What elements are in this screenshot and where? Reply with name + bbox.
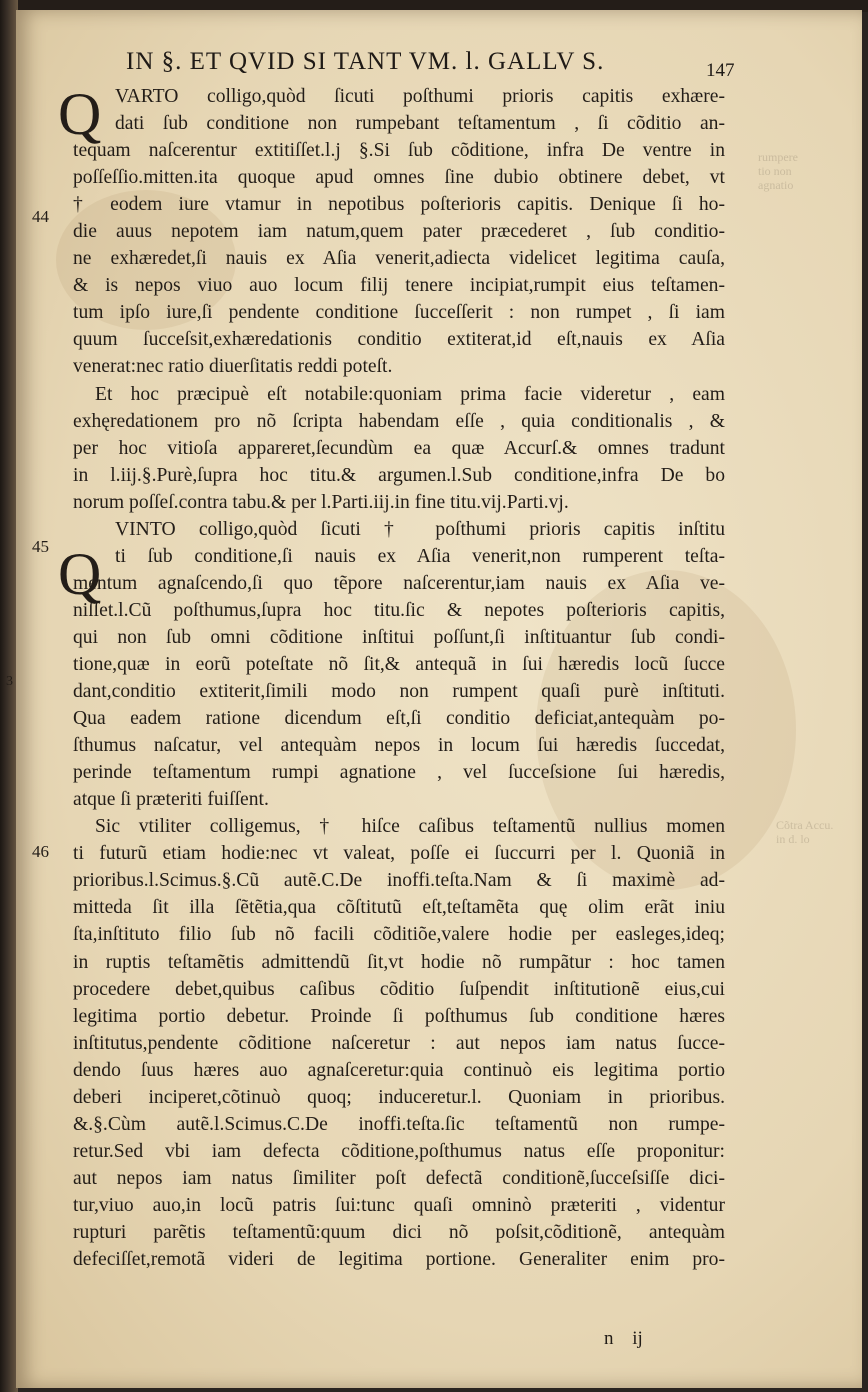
margin-number-44: 44: [32, 207, 49, 226]
text-line: ſthumus naſcatur, vel antequàm nepos in locum ſui hæredis ſuccedat,: [73, 735, 725, 757]
folio-number: 147: [706, 60, 735, 81]
text-line: quum ſucceſsit,exhæredationis conditio extiterat,id eſt,nauis ex Aſia: [73, 329, 725, 351]
text-line: dant,conditio extiterit,ſimili modo non rumpent quaſi purè inſtituti.: [73, 681, 725, 703]
text-line: die auus nepotem iam natum,quem pater præcederet , ſub conditio-: [73, 221, 725, 243]
text-line: rupturi parẽtis teſtamentũ:quum dici nõ poſsit,cõditionẽ, antequàm: [73, 1221, 725, 1243]
text-line: atque ſi præteriti fuiſſent.: [73, 789, 269, 811]
text-line: tur,viuo auo,in locũ patris ſui:tunc quaſi omninò præteriti , videntur: [73, 1194, 725, 1216]
text-line: ti ſub conditione,ſi nauis ex Aſia venerit,non rumperent teſta-: [115, 545, 725, 567]
margin-number-46: 46: [32, 842, 49, 861]
text-line: &.§.Cùm autẽ.l.Scimus.C.De inoffi.teſta.ſic teſtamentũ non rumpe-: [73, 1113, 725, 1135]
text-line: qui non ſub omni cõditione inſtitui poſſunt,ſi inſtituantur ſub condi-: [73, 626, 725, 648]
margin-number-45: 45: [32, 537, 49, 556]
text-line: norum poſſeſ.contra tabu.& per l.Parti.iij.in fine titu.vij.Parti.vj.: [73, 491, 569, 513]
drop-cap-q: Q: [58, 81, 102, 147]
text-line: † eodem iure vtamur in nepotibus poſterioris capitis. Denique ſi ho-: [73, 194, 725, 216]
text-line: Sic vtiliter colligemus, † hiſce caſibus teſtamentũ nullius momen: [95, 816, 725, 838]
margin-mark: 3: [6, 674, 13, 689]
drop-cap-q: Q: [58, 541, 102, 607]
text-line: exhęredationem pro nõ ſcripta habendam eſſe , quia conditionalis , &: [73, 410, 725, 432]
text-line: poſſeſſio.mitten.ita quoque apud omnes ſine dubio obtinere debet, vt: [73, 167, 725, 189]
text-line: tequam naſcerentur extitiſſet.l.j §.Si ſub cõditione, infra De ventre in: [73, 140, 725, 162]
text-line: inſtitutus,pendente cõditione naſceretur : aut nepos iam natus ſucce-: [73, 1032, 725, 1054]
text-line: aut nepos iam natus ſimiliter poſt defectã conditionẽ,ſucceſsiſſe dici-: [73, 1167, 725, 1189]
text-line: per hoc vitioſa appareret,ſecundùm ea quæ Accurſ.& omnes tradunt: [73, 437, 725, 459]
text-line: procedere debet,quibus caſibus cõditio ſuſpendit inſtitutionẽ eius,cui: [73, 978, 725, 1000]
text-line: ſta,inſtituto filio ſub nõ facili cõditiõe,valere hodie per easleges,ideq;: [73, 924, 725, 946]
text-line: & is nepos viuo auo locum filij tenere incipiat,rumpit eius teſtamen-: [73, 275, 725, 297]
show-through-text: Cõtra Accu. in d. lo: [776, 818, 834, 846]
text-line: dati ſub conditione non rumpebant teſtamentum , ſi cõditio an-: [115, 113, 725, 135]
text-line: dendo ſuus hæres auo agnaſceretur:quia continuò eis legitima portio: [73, 1059, 725, 1081]
running-title: IN §. ET QVID SI TANT VM. l. GALLV S.: [126, 48, 605, 75]
text-line: Qua eadem ratione dicendum eſt,ſi conditio deficiat,antequàm po-: [73, 708, 725, 730]
text-line: ti futurũ etiam hodie:nec vt valeat, poſſe ei ſuccurri per l. Quoniã in: [73, 843, 725, 865]
text-line: VINTO colligo,quòd ſicuti † poſthumi prioris capitis inſtitu: [115, 518, 725, 540]
text-line: deberi inciperet,cõtinuò quoq; induceretur.l. Quoniam in prioribus.: [73, 1086, 725, 1108]
signature-mark: n ij: [604, 1328, 643, 1349]
text-line: tione,quæ in eorũ poteſtate nõ ſit,& antequã in ſui hæredis locũ ſucce: [73, 653, 725, 675]
text-line: in l.iij.§.Purè,ſupra hoc titu.& argumen.l.Sub conditione,infra De bo: [73, 464, 725, 486]
text-line: VARTO colligo,quòd ſicuti poſthumi prioris capitis exhære-: [115, 86, 725, 107]
text-line: Et hoc præcipuè eſt notabile:quoniam prima facie videretur , eam: [95, 383, 725, 405]
text-line: tum ipſo iure,ſi pendente conditione ſucceſſerit : non rumpet , ſi iam: [73, 302, 725, 324]
book-page: [6, 10, 862, 1388]
text-line: retur.Sed vbi iam defecta cõditione,poſthumus natus eſſe proponitur:: [73, 1140, 725, 1162]
text-line: defeciſſet,remotã videri de legitima portione. Generaliter enim pro-: [73, 1249, 725, 1271]
text-line: niſſet.l.Cũ poſthumus,ſupra hoc titu.ſic & nepotes poſterioris capitis,: [73, 599, 725, 621]
text-line: legitima portio debetur. Proinde ſi poſthumus ſub conditione hæres: [73, 1005, 725, 1027]
text-line: mitteda ſit illa ſẽtẽtia,qua cõſtitutũ eſt,teſtamẽta quę olim erãt iniu: [73, 897, 725, 919]
text-line: in ruptis teſtamẽtis admittendũ ſit,vt hodie nõ rumpãtur : hoc tamen: [73, 951, 725, 973]
body-text: [73, 83, 725, 1273]
text-line: mentum agnaſcendo,ſi quo tẽpore naſcerentur,iam nauis ex Aſia ve-: [73, 572, 725, 594]
text-line: venerat:nec ratio diuerſitatis reddi poteſt.: [73, 356, 393, 378]
text-line: prioribus.l.Scimus.§.Cũ autẽ.C.De inoffi.teſta.Nam & ſi maximè ad-: [73, 870, 725, 892]
show-through-text: rumpere tio non agnatio: [758, 150, 798, 192]
text-line: ne exhæredet,ſi nauis ex Aſia venerit,adiecta videlicet legitima cauſa,: [73, 248, 725, 270]
text-line: perinde teſtamentum rumpi agnatione , vel ſucceſsione ſui hæredis,: [73, 762, 725, 784]
